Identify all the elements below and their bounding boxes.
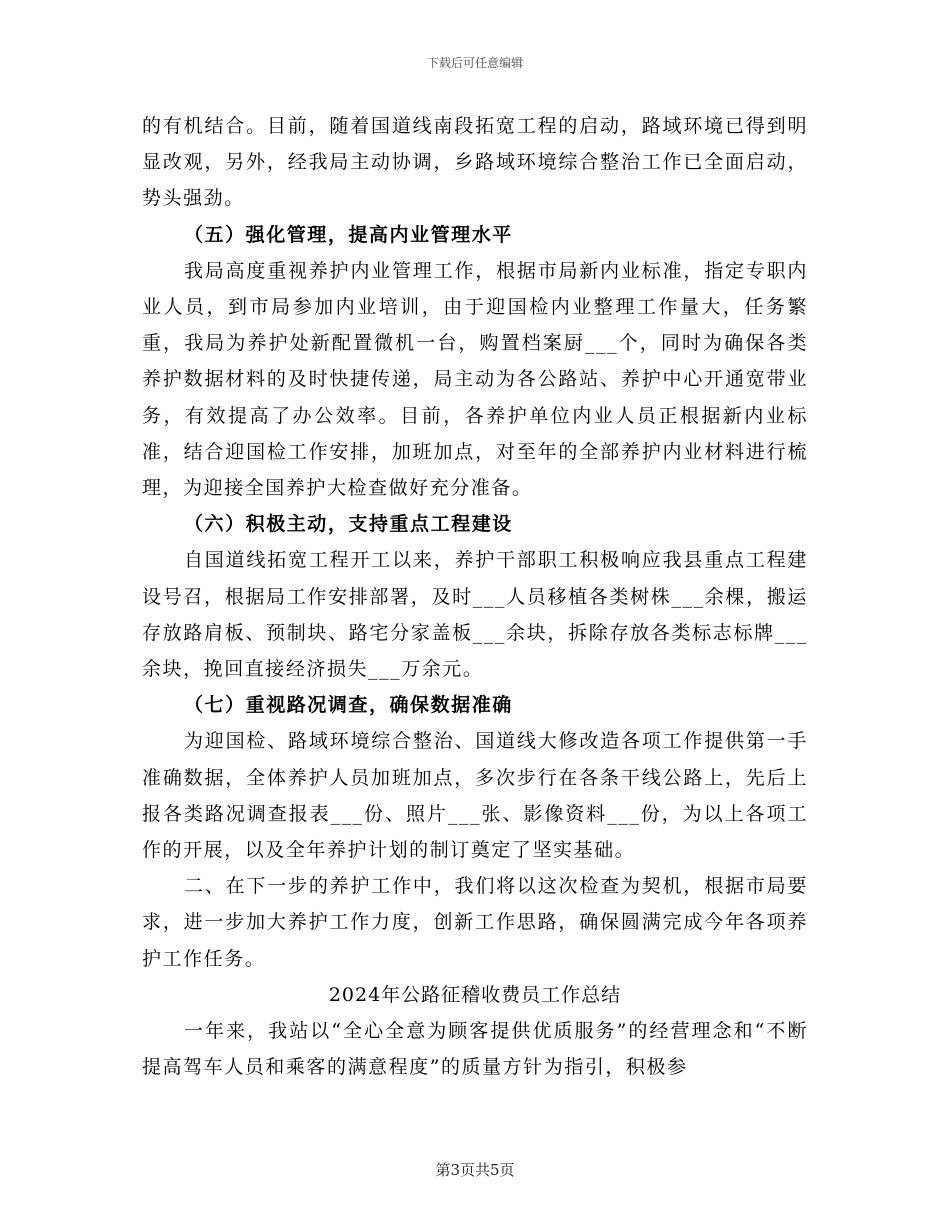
document-body xyxy=(142,108,808,1085)
body-paragraph: 为迎国检、路域环境综合整治、国道线大修改造各项工作提供第一手准确数据，全体养护人员加班加点，多次步行在各条干线公路上，先后上报各类路况调查报表___份、照片___张、影像资料___份，为以上各项工作的开展，以及全年养护计划的制订奠定了坚实基础。 xyxy=(142,730,808,862)
section-heading-5: （五）强化管理，提高内业管理水平 xyxy=(184,223,513,246)
section-heading-6: （六）积极主动，支持重点工程建设 xyxy=(184,513,513,536)
body-paragraph: 我局高度重视养护内业管理工作，根据市局新内业标准，指定专职内业人员，到市局参加内业培训，由于迎国检内业整理工作量大，任务繁重，我局为养护处新配置微机一台，购置档案厨___个，同时为确保各类养护数据材料的及时快捷传递，局主动为各公路站、养护中心开通宽带业务，有效提高了办公效率。目前，各养护单位内业人员正根据新内业标准，结合迎国检工作安排，加班加点，对至年的全部养护内业材料进行梳理，为迎接全国养护大检查做好充分准备。 xyxy=(142,259,808,500)
body-paragraph: 一年来，我站以“全心全意为顾客提供优质服务”的经营理念和“不断提高驾车人员和乘客的满意程度”的质量方针为指引，积极参 xyxy=(142,1020,808,1079)
body-paragraph: 的有机结合。目前，随着国道线南段拓宽工程的启动，路域环境已得到明显改观，另外，经我局主动协调，乡路域环境综合整治工作已全面启动，势头强劲。 xyxy=(142,115,808,210)
body-paragraph: 自国道线拓宽工程开工以来，养护干部职工积极响应我县重点工程建设号召，根据局工作安排部署，及时___人员移植各类树株___余棵，搬运存放路肩板、预制块、路宅分家盖板___余块，拆除存放各类标志标牌___余块，挽回直接经济损失___万余元。 xyxy=(142,549,808,681)
body-paragraph: 二、在下一步的养护工作中，我们将以这次检查为契机，根据市局要求，进一步加大养护工作力度，创新工作思路，确保圆满完成今年各项养护工作任务。 xyxy=(142,875,808,970)
section-heading-7: （七）重视路况调查，确保数据准确 xyxy=(184,694,513,717)
page-number: 第3页共5页 xyxy=(435,1161,515,1179)
document-title: 2024年公路征稽收费员工作总结 xyxy=(328,983,622,1006)
header-note: 下载后可任意编辑 xyxy=(426,56,523,70)
